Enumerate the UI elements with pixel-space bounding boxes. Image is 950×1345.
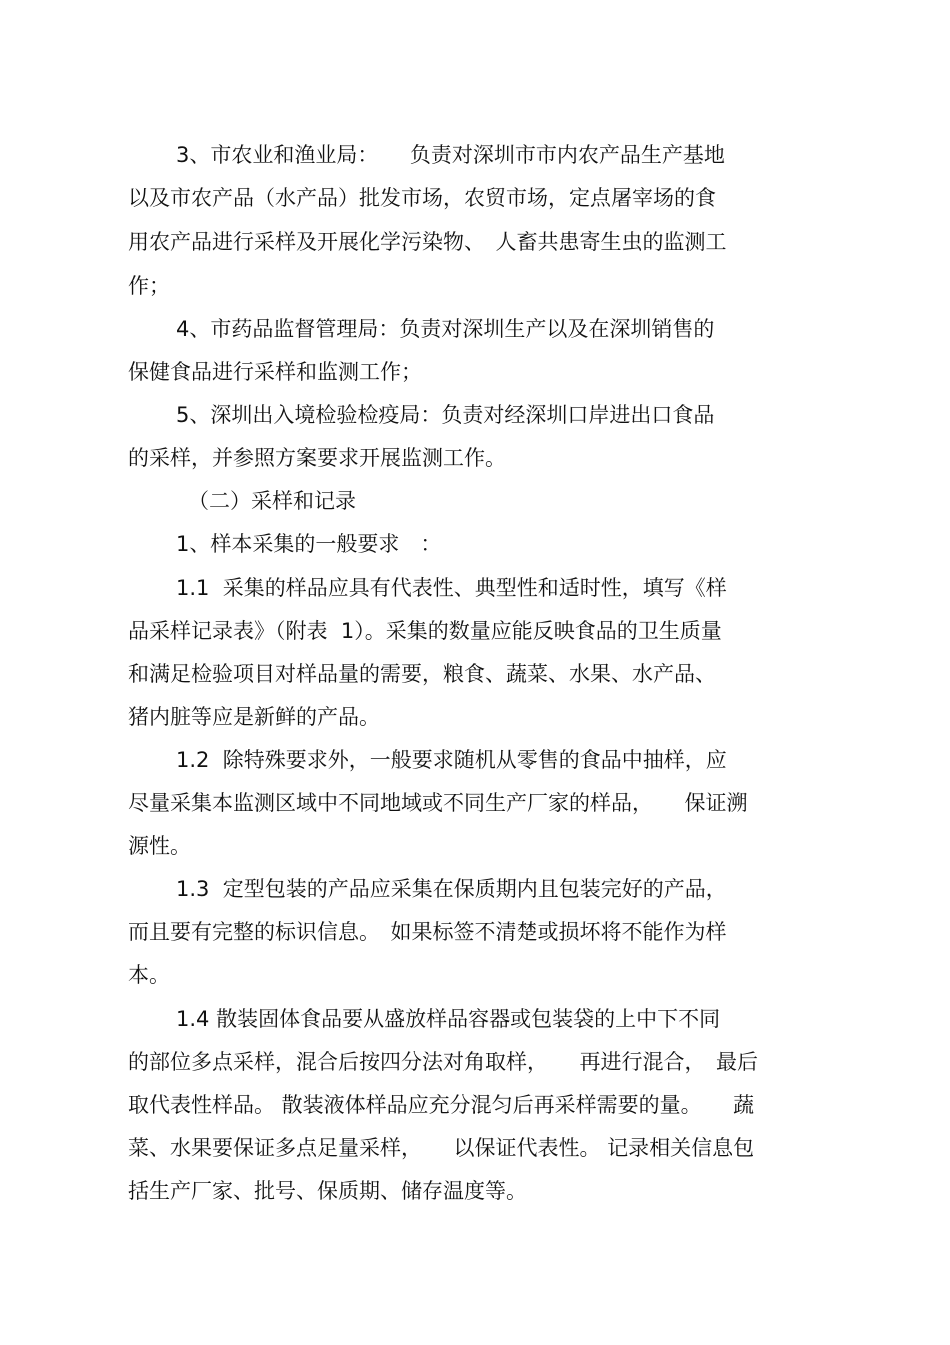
text-line: 5、深圳出入境检验检疫局：负责对经深圳口岸进出口食品	[176, 403, 715, 427]
text-line: 1.1 采集的样品应具有代表性、典型性和适时性，填写《样	[176, 576, 727, 600]
text-line: 尽量采集本监测区域中不同地域或不同生产厂家的样品， 保证溯	[128, 791, 748, 815]
text-line: 本。	[128, 963, 170, 987]
text-line: 而且要有完整的标识信息。 如果标签不清楚或损坏将不能作为样	[128, 920, 727, 944]
text-line: 的部位多点采样，混合后按四分法对角取样， 再进行混合， 最后	[128, 1050, 758, 1074]
text-line: 和满足检验项目对样品量的需要，粮食、蔬菜、水果、水产品、	[128, 662, 716, 686]
text-line: 的采样，并参照方案要求开展监测工作。	[128, 446, 506, 470]
text-line: 括生产厂家、批号、保质期、储存温度等。	[128, 1179, 527, 1203]
text-line: 1.4 散装固体食品要从盛放样品容器或包装袋的上中下不同	[176, 1007, 721, 1031]
text-line: 菜、水果要保证多点足量采样， 以保证代表性。 记录相关信息包	[128, 1136, 755, 1160]
text-line: 用农产品进行采样及开展化学污染物、 人畜共患寄生虫的监测工	[128, 230, 727, 254]
text-line: 猪内脏等应是新鲜的产品。	[128, 705, 380, 729]
section-heading: （二）采样和记录	[188, 489, 356, 513]
text-line: 3、市农业和渔业局： 负责对深圳市市内农产品生产基地	[176, 143, 725, 167]
text-line: 以及市农产品（水产品）批发市场，农贸市场，定点屠宰场的食	[128, 186, 716, 210]
text-line: 作；	[128, 274, 170, 298]
text-line: 源性。	[128, 834, 191, 858]
text-line: 保健食品进行采样和监测工作；	[128, 360, 422, 384]
text-line: 4、市药品监督管理局：负责对深圳生产以及在深圳销售的	[176, 317, 715, 341]
text-line: 取代表性样品。 散装液体样品应充分混匀后再采样需要的量。 蔬	[128, 1093, 755, 1117]
text-line: 1.3 定型包装的产品应采集在保质期内且包装完好的产品，	[176, 877, 727, 901]
text-line: 品采样记录表》（附表 1）。采集的数量应能反映食品的卫生质量	[128, 619, 722, 643]
subsection-heading: 1、样本采集的一般要求 ：	[176, 532, 442, 556]
text-line: 1.2 除特殊要求外，一般要求随机从零售的食品中抽样，应	[176, 748, 727, 772]
